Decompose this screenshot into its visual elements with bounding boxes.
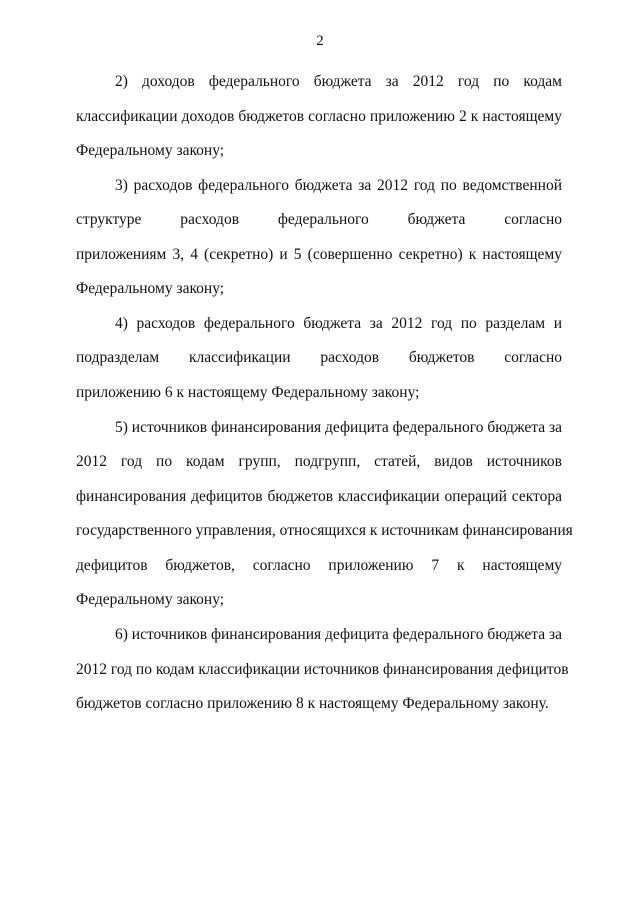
paragraph-line: 2) доходов федерального бюджета за 2012 год по кодам xyxy=(115,73,562,90)
paragraph-line: государственного управления, относящихся к источникам финансирования xyxy=(76,522,573,539)
paragraph-line: 2012 год по кодам классификации источников финансирования дефицитов xyxy=(76,661,569,678)
paragraph-line: дефицитов бюджетов, согласно приложению 7 к настоящему xyxy=(76,557,562,574)
paragraph-line: Федеральному закону; xyxy=(76,142,225,159)
paragraph-line: приложению 6 к настоящему Федеральному закону; xyxy=(76,384,420,401)
paragraph-line: подразделам классификации расходов бюджетов согласно xyxy=(76,349,562,366)
paragraph-line: финансирования дефицитов бюджетов классификации операций сектора xyxy=(76,488,562,505)
paragraph-line: 4) расходов федерального бюджета за 2012 год по разделам и xyxy=(115,315,562,332)
paragraph-line: приложениям 3, 4 (секретно) и 5 (совершенно секретно) к настоящему xyxy=(76,246,562,263)
paragraph-line: 3) расходов федерального бюджета за 2012 год по ведомственной xyxy=(115,177,562,194)
paragraph-line: Федеральному закону; xyxy=(76,280,225,297)
paragraph-line: бюджетов согласно приложению 8 к настоящему Федеральному закону. xyxy=(76,695,549,712)
paragraph-line: классификации доходов бюджетов согласно приложению 2 к настоящему xyxy=(76,108,562,125)
paragraph-line: 5) источников финансирования дефицита федерального бюджета за xyxy=(115,419,562,436)
paragraph-line: Федеральному закону; xyxy=(76,591,225,608)
paragraph-line: 2012 год по кодам групп, подгрупп, статей, видов источников xyxy=(76,453,562,470)
paragraph-line: структуре расходов федерального бюджета согласно xyxy=(76,211,562,228)
paragraph-line: 6) источников финансирования дефицита федерального бюджета за xyxy=(115,626,562,643)
page-number: 2 xyxy=(316,33,324,49)
